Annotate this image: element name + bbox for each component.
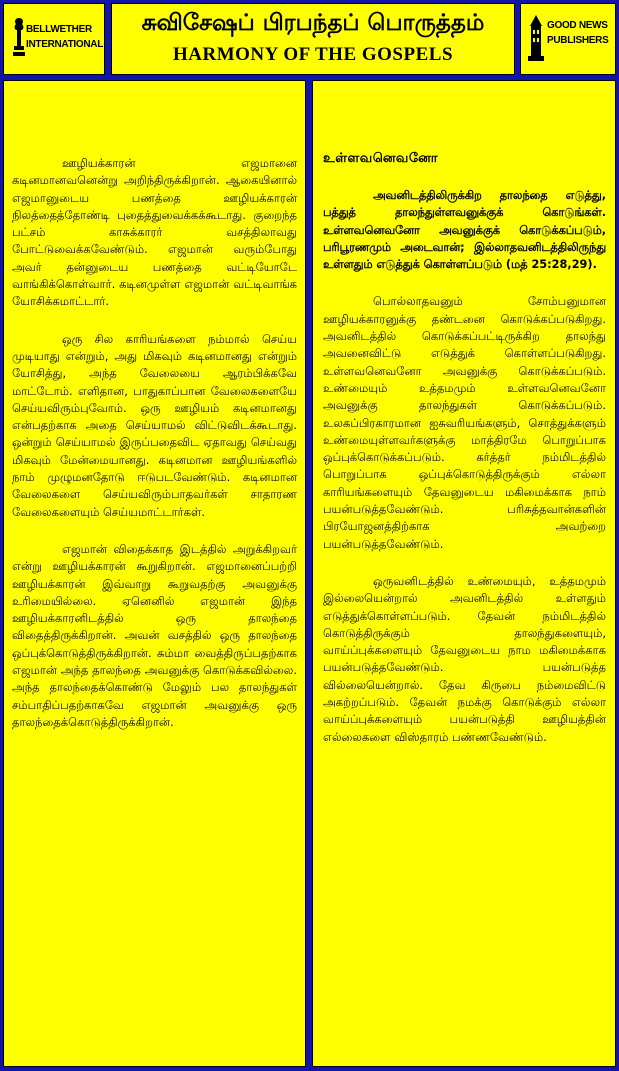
title-box [111,3,515,75]
building-icon [527,14,545,64]
right-logo-line2: PUBLISHERS [547,35,609,46]
left-paragraph-1: ஊழியக்காரன் எஜமானை கடினமானவனென்று அறிந்திருக்கிறான். ஆகையினால் எஜமானுடைய பணத்தை ஊழியக்காரன் நிலத்தைத்தோண்டி புதைத்துவைக்கக்கூடாது. குறைந்த பட்சம் காசுக்காரர் வசத்திலாவது போட்டுவைக்கவேண்டும். எஜமான் வரும்போது அவர் தன்னுடைய பணத்தை வட்டியோடே வாங்கிக்கொள்வார். கடினமுள்ள எஜமான் வட்டிவாங்க யோசிக்கமாட்டார். [12,156,297,309]
left-paragraph-2: ஒரு சில காரியங்களை நம்மால் செய்ய முடியாது என்றும், அது மிகவும் கடினமானது என்றும் யோசித்து, அந்த வேலையை ஆரம்பிக்கவே மாட்டோம். எளிதான, பாதுகாப்பான வேலைகளையே செய்யவிரும்புவோம். ஒரு ஊழியம் கடினமானது என்பதற்காக அதை செய்யாமல் விட்டுவிடக்கூடாது. ஒன்றும் செய்யாமல் இருப்பதைவிட ஏதாவது செய்வது மிகவும் மேன்மையானது. கடினமான ஊழியங்களில் நாம் முழுமனதோடு ஈடுபடவேண்டும். கடினமான வேலைகளை செய்யவிரும்பாதவர்கள் சாதாரண வேலைகளையும் செய்யமாட்டார்கள். [12,331,297,519]
ram-icon [12,16,26,58]
left-paragraph-3: எஜமான் விதைக்காத இடத்தில் அறுக்கிறவர் என்று ஊழியக்காரன் கூறுகிறான். எஜமானைப்பற்றி ஊழியக்காரன் இவ்வாறு கூறுவதற்கு அவனுக்கு உரிமையில்லை. ஏனெனில் எஜமான் இந்த ஊழியக்காரனிடத்தில் ஒரு தாலந்தை விதைத்திருக்கிறான். அவன் வசத்தில் ஒரு தாலந்தை ஒப்புக்கொடுத்திருக்கிறான். சும்மா வைத்திருப்பதற்காக எஜமான் அந்த தாலந்தை அவனுக்கு கொடுக்கவில்லை. அந்த தாலந்தைக்கொண்டு மேலும் பல தாலந்துகள் சம்பாதிப்பதற்காகவே எஜமான் அவனுக்கு ஒரு தாலந்தைக்கொடுத்திருக்கிறான். [12,541,297,729]
page-title-english: HARMONY OF THE GOSPELS [172,44,454,65]
header [0,0,619,79]
bellwether-logo [3,3,105,75]
right-paragraph-1: பொல்லாதவனும் சோம்பனுமான ஊழியக்காரனுக்கு தண்டனை கொடுக்கப்படுகிறது. அவனிடத்தில் கொடுக்கப்பட்டிருக்கிற தாலந்து அவனைவிட்டு எடுத்துக் கொள்ளப்படுகிறது. உள்ளவனெவனோ அவனுக்கு கொடுக்கப்படும். உண்மையும் உத்தமமும் உள்ளவனெவனோ அவனுக்கு தாலந்துகள் கொடுக்கப்படும். உலகப்பிரகாரமான ஐசுவரியங்களும், சொத்துக்களும் உண்மையுள்ளவர்களுக்கு மாத்திரமே பொறுப்பாக ஒப்புக்கொடுக்கப்படும். கர்த்தர் நம்மிடத்தில் பொறுப்பாக ஒப்புக்கொடுத்திருக்கும் எல்லா காரியங்களையும் தேவனுடைய மகிமைக்காக நாம் பயன்படுத்தவேண்டும். பரிசுத்தவான்களின் பிரயோஜனத்திற்காக அவற்றை பயன்படுத்தவேண்டும். [323,294,606,551]
page-title-tamil: சுவிசேஷப் பிரபந்தப் பொருத்தம் [141,10,485,36]
right-paragraph-2: ஒருவனிடத்தில் உண்மையும், உத்தமமும் இல்லையென்றால் அவனிடத்தில் உள்ளதும் எடுத்துக்கொள்ளப்படும். தேவன் நம்மிடத்தில் கொடுத்திருக்கும் தாலந்துகளையும், வாய்ப்புக்களையும் தேவனுடைய நாம மகிமைக்காக பயன்படுத்தவேண்டும். பயன்படுத்த வில்லையென்றால். தேவ கிருபை நம்மைவிட்டு அகற்றப்படும். தேவன் நமக்கு கொடுக்கும் எல்லா வாய்ப்புக்களையும் பயன்படுத்தி ஊழியத்தின் எல்லைகளை விஸ்தாரம் பண்ணவேண்டும். [323,573,606,744]
good-news-logo [520,3,616,75]
section-heading: உள்ளவனெவனோ [323,151,438,166]
left-column [3,80,306,1067]
scripture-verse: அவனிடத்திலிருக்கிற தாலந்தை எடுத்து, பத்துத் தாலந்துள்ளவனுக்குக் கொடுங்கள். உள்ளவனெவனோ அவனுக்குக் கொடுக்கப்படும், பரிபூரணமும் அடைவான்; இல்லாதவனிடத்திலிருந்து உள்ளதும் எடுத்துக் கொள்ளப்படும் (மத் 25:28,29). [323,189,606,272]
good-news-logo-text [547,18,608,48]
left-logo-line1: BELLWETHER [26,24,92,35]
right-logo-line1: GOOD NEWS [547,20,608,31]
bellwether-logo-text [26,22,103,52]
left-logo-line2: INTERNATIONAL [26,39,104,50]
right-column [312,80,616,1067]
